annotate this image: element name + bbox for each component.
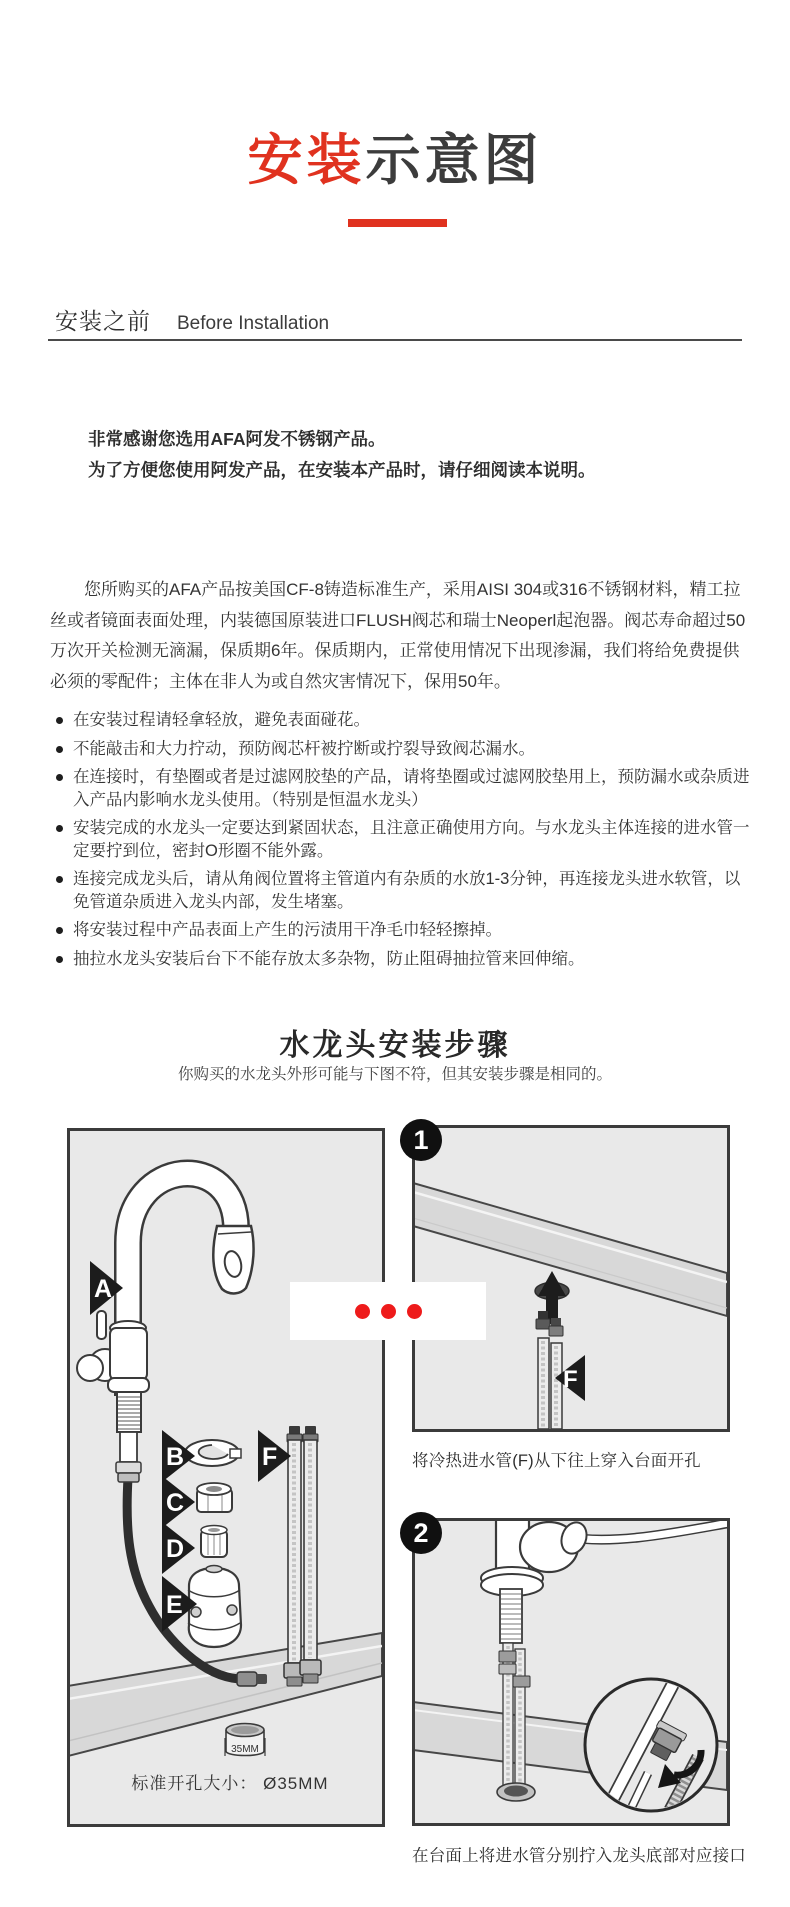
ellipsis-dot-icon [355, 1304, 370, 1319]
faucet-base-body [481, 1521, 591, 1596]
part-b-washer [185, 1440, 241, 1466]
intro-line-2: 为了方便您使用阿发产品，在安装本产品时，请仔细阅读本说明。 [88, 460, 596, 480]
part-c-nut [197, 1483, 232, 1512]
supply-hoses [536, 1311, 563, 1429]
header-divider-line [48, 339, 742, 341]
ellipsis-dot-icon [381, 1304, 396, 1319]
step1-illustration [415, 1128, 727, 1429]
list-item: 将安装过程中产品表面上产生的污渍用干净毛巾轻轻擦掉。 [55, 919, 755, 942]
before-installation-header [55, 303, 329, 336]
magnifier-inset [585, 1679, 717, 1817]
redacted-overlay [290, 1282, 486, 1340]
part-marker-f-icon [258, 1430, 291, 1482]
step1-number-badge: 1 [400, 1119, 442, 1161]
faucet-body [108, 1321, 149, 1392]
part-marker-c-icon [162, 1476, 195, 1528]
pullout-hose [567, 1523, 727, 1540]
page-title-highlight: 安装 [247, 129, 366, 191]
part-label-a: A [94, 1275, 113, 1303]
part-marker-b-icon [162, 1430, 195, 1482]
cylinder-size-label: 35MM [231, 1744, 259, 1755]
steps-section-title: 水龙头安装步骤 [279, 1029, 511, 1062]
threaded-shank [500, 1589, 522, 1643]
part-marker-d-icon [162, 1522, 195, 1574]
step1-panel [412, 1125, 730, 1432]
mounting-hole [497, 1783, 535, 1801]
part-label-c: C [166, 1489, 185, 1517]
part-label-f: F [262, 1443, 278, 1471]
threaded-shank [116, 1392, 141, 1482]
intro-line-1: 非常感谢您选用AFA阿发不锈钢产品。 [88, 429, 386, 449]
faucet-overview-illustration [70, 1131, 382, 1824]
title-underline-bar [348, 219, 447, 227]
list-item: 安装完成的水龙头一定要达到紧固状态，且注意正确使用方向。与水龙头主体连接的进水管一定要拧到位，密封O形圈不能外露。 [55, 817, 755, 862]
ellipsis-dot-icon [407, 1304, 422, 1319]
part-e-weight [188, 1566, 241, 1648]
page-title [0, 116, 790, 195]
part-label-e: E [166, 1591, 183, 1619]
part-label-d: D [166, 1535, 185, 1563]
step2-caption: 在台面上将进水管分别拧入龙头底部对应接口 [412, 1847, 746, 1865]
before-heading-en: Before Installation [177, 313, 330, 334]
before-heading-cn: 安装之前 [55, 308, 151, 334]
list-item: 在安装过程请轻拿轻放，避免表面碰花。 [55, 709, 755, 732]
part-label-b: B [166, 1443, 185, 1471]
list-item: 连接完成龙头后，请从角阀位置将主管道内有杂质的水放1-3分钟，再连接龙头进水软管，以免管道杂质进入龙头内部，发生堵塞。 [55, 868, 755, 913]
list-item: 不能敲击和大力拧动，预防阀芯杆被拧断或拧裂导致阀芯漏水。 [55, 738, 755, 761]
step1-caption: 将冷热进水管(F)从下往上穿入台面开孔 [412, 1452, 701, 1470]
steps-section-subtitle: 你购买的水龙头外形可能与下图不符，但其安装步骤是相同的。 [177, 1066, 612, 1083]
hole-size-caption: 标准开孔大小： Ø35MM [131, 1774, 329, 1793]
product-description-paragraph: 您所购买的AFA产品按美国CF-8铸造标准生产，采用AISI 304或316不锈钢材料，精工拉丝或者镜面表面处理，内装德国原装进口FLUSH阀芯和瑞士Neoperl起泡器。阀芯寿命超过50万次开关检测无滴漏，保质期6年。保质期内，正常使用情况下出现渗漏，我们将给免费提供必须的零配件；主体在非人为或自然灾害情况下，保用50年。 [50, 580, 746, 691]
supply-hoses [499, 1643, 530, 1792]
part-label-f: F [563, 1366, 578, 1393]
part-d-adapter [201, 1526, 227, 1558]
spray-head [213, 1226, 253, 1293]
precaution-list [55, 709, 755, 976]
page-title-rest: 示意图 [365, 129, 543, 191]
list-item: 抽拉水龙头安装后台下不能存放太多杂物，防止阻碍抽拉管来回伸缩。 [55, 948, 755, 971]
step2-number-badge: 2 [400, 1512, 442, 1554]
intro-bold-text [88, 424, 728, 486]
step2-panel [412, 1518, 730, 1826]
faucet-overview-panel [67, 1128, 385, 1827]
hole-size-cylinder [225, 1724, 265, 1757]
step2-illustration [415, 1521, 727, 1823]
list-item: 在连接时，有垫圈或者是过滤网胶垫的产品，请将垫圈或过滤网胶垫用上，预防漏水或杂质进入产品内影响水龙头使用。（特别是恒温水龙头） [55, 766, 755, 811]
